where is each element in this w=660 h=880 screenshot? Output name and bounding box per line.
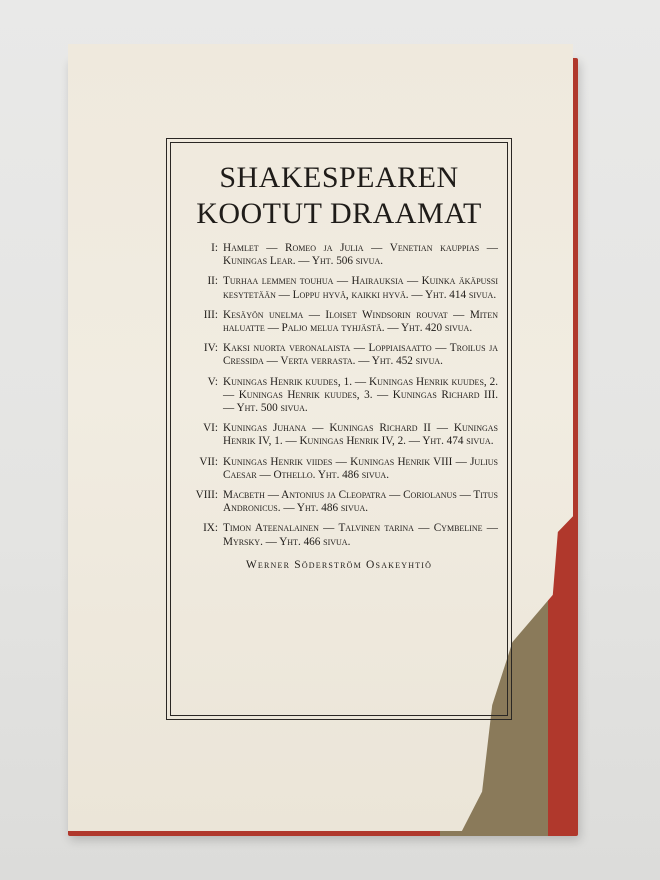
- volume-entry: [180, 489, 498, 515]
- volume-number: V:: [207, 375, 218, 388]
- volume-contents: Kuningas Henrik viides — Kuningas Henrik VIII — Julius Caesar — Othello. Yht. 486 sivua.: [223, 455, 498, 481]
- back-cover-text: [180, 160, 498, 571]
- volume-entry: [180, 456, 498, 482]
- volume-entry: [180, 422, 498, 448]
- volume-contents: Kesäyön unelma — Iloiset Windsorin rouvat — Miten haluatte — Paljo melua tyhjästä. — Yht. 420 sivua.: [223, 308, 498, 335]
- volume-number: II:: [207, 275, 218, 288]
- publisher-name: Werner Söderström Osakeyhtiö: [245, 558, 433, 571]
- volume-number: IV:: [203, 342, 218, 355]
- volume-number: VI:: [203, 422, 218, 435]
- volume-entry: [180, 342, 498, 368]
- volume-contents: Macbeth — Antonius ja Cleopatra — Coriolanus — Titus Andronicus. — Yht. 486 sivua.: [223, 489, 498, 515]
- volume-contents: Hamlet — Romeo ja Julia — Venetian kauppias — Kuningas Lear. — Yht. 506 sivua.: [223, 242, 498, 268]
- volume-list: [180, 242, 498, 549]
- volume-number: III:: [203, 308, 218, 321]
- volume-number: IX:: [203, 522, 218, 535]
- volume-entry: [180, 309, 498, 335]
- series-title: [180, 160, 498, 232]
- volume-number: I:: [211, 242, 218, 254]
- volume-entry: [180, 376, 498, 416]
- title-line-1: SHAKESPEAREN: [219, 161, 459, 194]
- volume-contents: Kuningas Juhana — Kuningas Richard II — Kuningas Henrik IV, 1. — Kuningas Henrik IV, 2. — Yht. 474 sivua.: [223, 422, 498, 448]
- title-line-2: KOOTUT DRAAMAT: [196, 197, 482, 230]
- volume-entry: [180, 275, 498, 301]
- volume-number: VIII:: [195, 489, 218, 502]
- volume-contents: Turhaa lemmen touhua — Hairauksia — Kuinka äkäpussi kesytetään — Loppu hyvä, kaikki hyvä. — Yht. 414 sivua.: [223, 275, 498, 301]
- volume-entry: [180, 522, 498, 548]
- volume-number: VII:: [199, 455, 218, 468]
- volume-entry: [180, 242, 498, 268]
- volume-contents: Timon Ateenalainen — Talvinen tarina — Cymbeline — Myrsky. — Yht. 466 sivua.: [223, 522, 498, 548]
- volume-contents: Kuningas Henrik kuudes, 1. — Kuningas Henrik kuudes, 2. — Kuningas Henrik kuudes, 3. — Kuningas Richard III. — Yht. 500 sivua.: [223, 375, 498, 415]
- volume-contents: Kaksi nuorta veronalaista — Loppiaisaatto — Troilus ja Cressida — Verta verrasta. — Yht. 452 sivua.: [223, 342, 498, 368]
